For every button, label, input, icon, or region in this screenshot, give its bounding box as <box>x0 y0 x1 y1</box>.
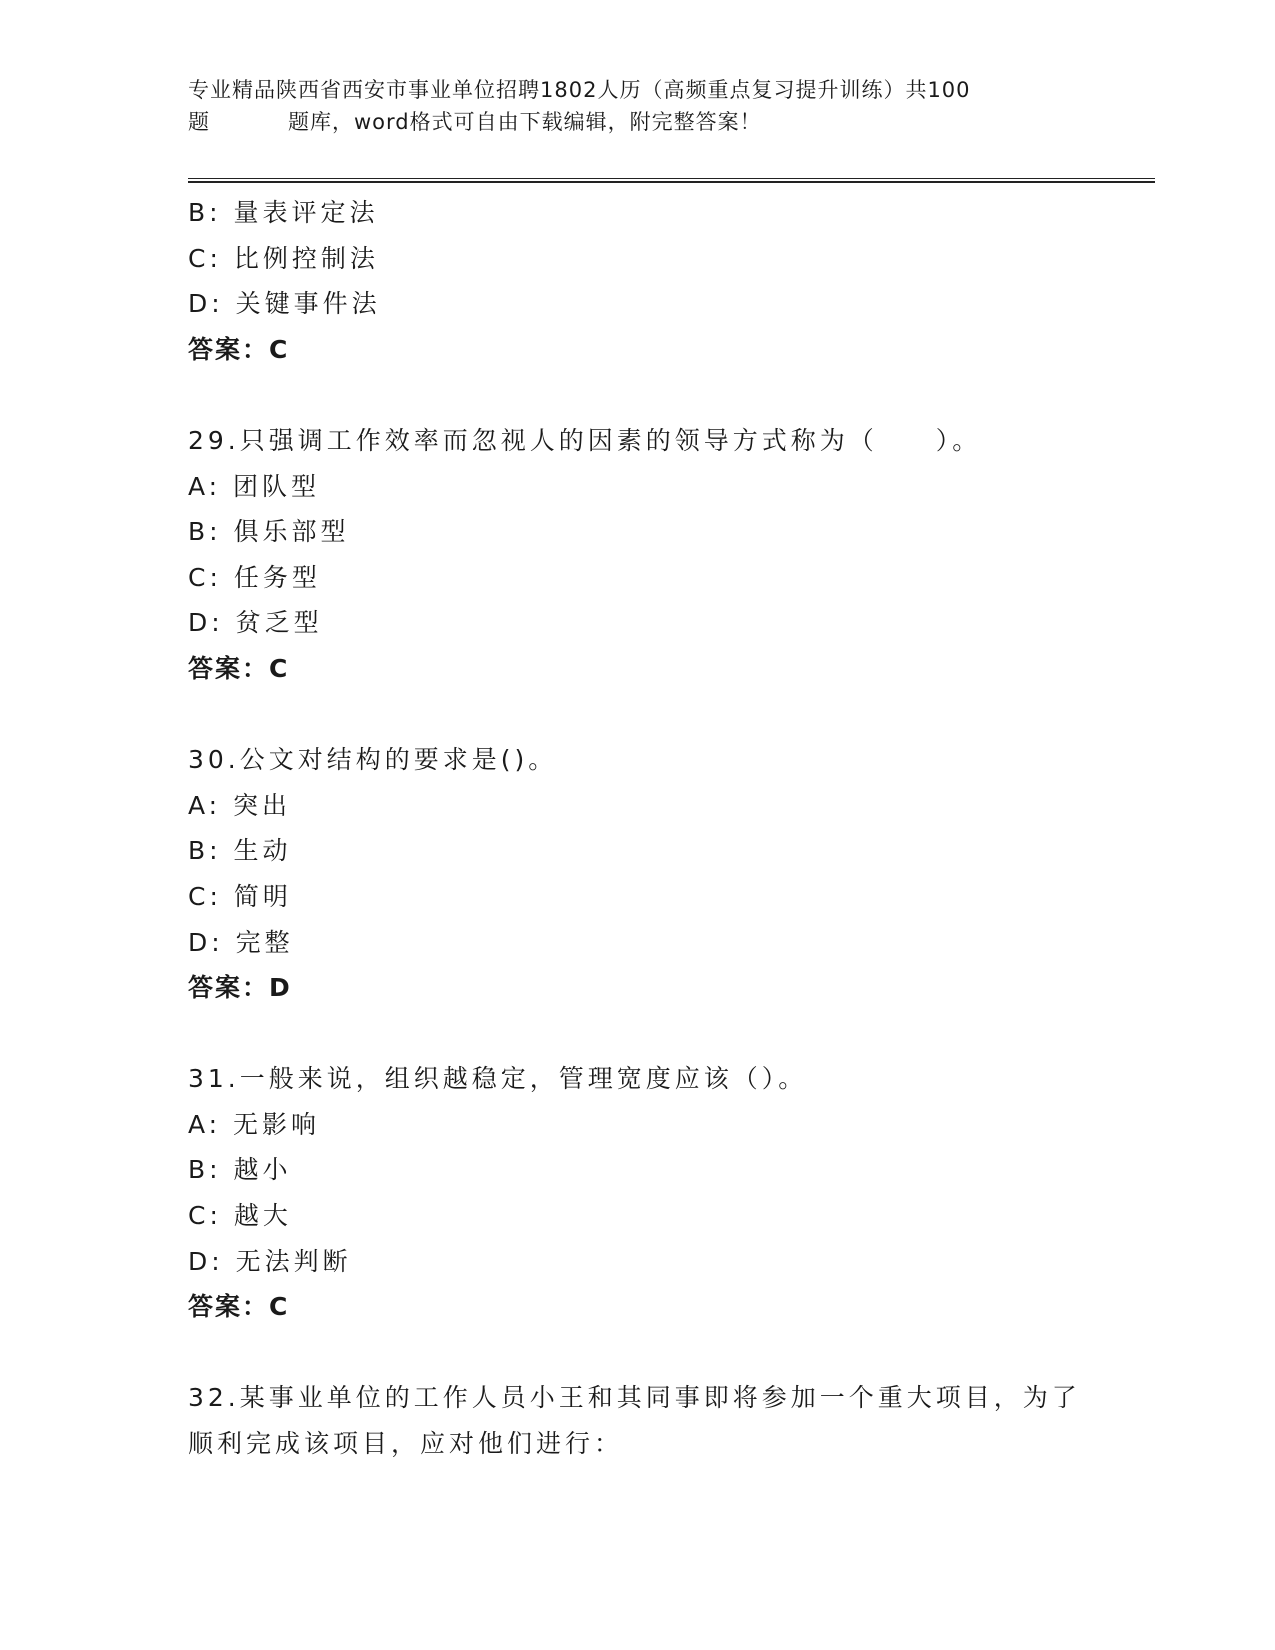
option-c: C: 越大 <box>188 1201 292 1231</box>
option-b: B: 俱乐部型 <box>188 517 350 547</box>
option-d: D: 无法判断 <box>188 1246 352 1276</box>
option-a: A: 团队型 <box>188 471 321 501</box>
header-title-line1: 专业精品陕西省西安市事业单位招聘1802人历（高频重点复习提升训练）共100 <box>188 78 971 102</box>
question-text: 29.只强调工作效率而忽视人的因素的领导方式称为（ ）。 <box>188 425 982 455</box>
option-c: C: 比例控制法 <box>188 243 379 273</box>
question-text: 31.一般来说，组织越稳定，管理宽度应该（）。 <box>188 1064 808 1094</box>
answer-line: 答案：C <box>188 334 290 364</box>
option-d: D: 关键事件法 <box>188 289 381 319</box>
option-b: B: 越小 <box>188 1155 292 1185</box>
question-text-line1: 32.某事业单位的工作人员小王和其同事即将参加一个重大项目，为了 <box>188 1383 1081 1413</box>
option-a: A: 突出 <box>188 790 292 820</box>
header-divider-thin <box>188 178 1155 179</box>
answer-line: 答案：C <box>188 1292 290 1322</box>
header-title-line2 <box>188 106 1088 138</box>
option-d: D: 贫乏型 <box>188 608 323 638</box>
question-text: 30.公文对结构的要求是()。 <box>188 745 558 775</box>
option-c: C: 简明 <box>188 881 292 911</box>
header-title-line2-right: 题库，word格式可自由下载编辑，附完整答案！ <box>288 110 762 134</box>
option-b: B: 生动 <box>188 836 292 866</box>
answer-line: 答案：D <box>188 973 292 1003</box>
answer-line: 答案：C <box>188 653 290 683</box>
header-divider-thick <box>188 181 1155 183</box>
option-d: D: 完整 <box>188 927 294 957</box>
page-header <box>188 74 1088 138</box>
option-b: B: 量表评定法 <box>188 198 379 227</box>
document-body <box>188 190 1088 1467</box>
option-a: A: 无影响 <box>188 1109 321 1139</box>
question-text-line2: 顺利完成该项目，应对他们进行： <box>188 1429 624 1459</box>
header-title-line2-left: 题 <box>188 110 210 134</box>
option-c: C: 任务型 <box>188 562 321 592</box>
